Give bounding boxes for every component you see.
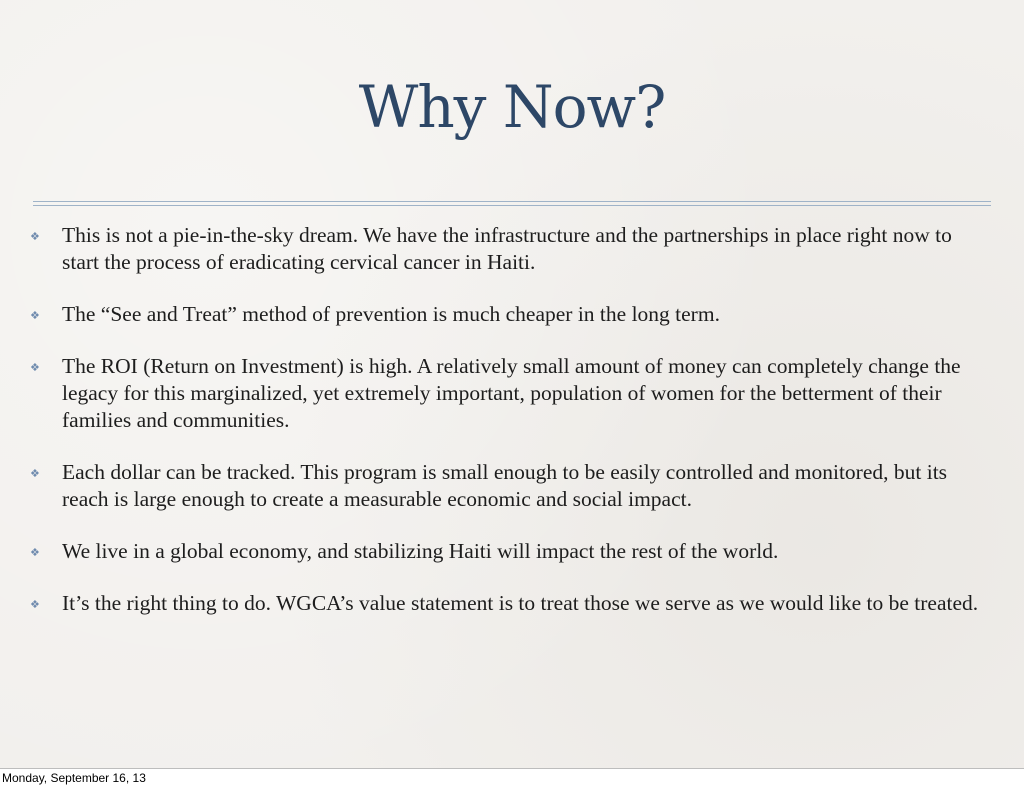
bullet-item <box>0 222 1024 276</box>
bullet-text: The “See and Treat” method of prevention is much cheaper in the long term. <box>62 302 720 326</box>
bullet-text: The ROI (Return on Investment) is high. A relatively small amount of money can completely change the legacy for this marginalized, yet extremely important, population of women for the betterment of their families and communities. <box>62 354 961 432</box>
bullet-diamond-icon: ❖ <box>30 230 40 243</box>
bullet-diamond-icon: ❖ <box>30 309 40 322</box>
footer-date: Monday, September 16, 13 <box>2 771 146 785</box>
bullet-text: We live in a global economy, and stabilizing Haiti will impact the rest of the world. <box>62 539 779 563</box>
bullet-diamond-icon: ❖ <box>30 546 40 559</box>
bullet-item <box>0 353 1024 434</box>
bullet-diamond-icon: ❖ <box>30 598 40 611</box>
slide-title: Why Now? <box>358 73 666 141</box>
bullet-item <box>0 459 1024 513</box>
bullet-text: This is not a pie-in-the-sky dream. We have the infrastructure and the partnerships in place right now to start the process of eradicating cervical cancer in Haiti. <box>62 223 952 274</box>
bullet-diamond-icon: ❖ <box>30 467 40 480</box>
bullet-item <box>0 538 1024 565</box>
bullet-text: Each dollar can be tracked. This program is small enough to be easily controlled and monitored, but its reach is large enough to create a measurable economic and social impact. <box>62 460 948 511</box>
bullet-diamond-icon: ❖ <box>30 361 40 374</box>
footer-bar <box>0 768 1024 789</box>
bullet-list <box>0 222 1024 617</box>
title-divider-bottom <box>33 205 991 206</box>
bullet-text: It’s the right thing to do. WGCA’s value statement is to treat those we serve as we would like to be treated. <box>62 591 979 615</box>
bullet-item <box>0 590 1024 617</box>
bullet-item <box>0 301 1024 328</box>
title-divider-top <box>33 201 991 202</box>
